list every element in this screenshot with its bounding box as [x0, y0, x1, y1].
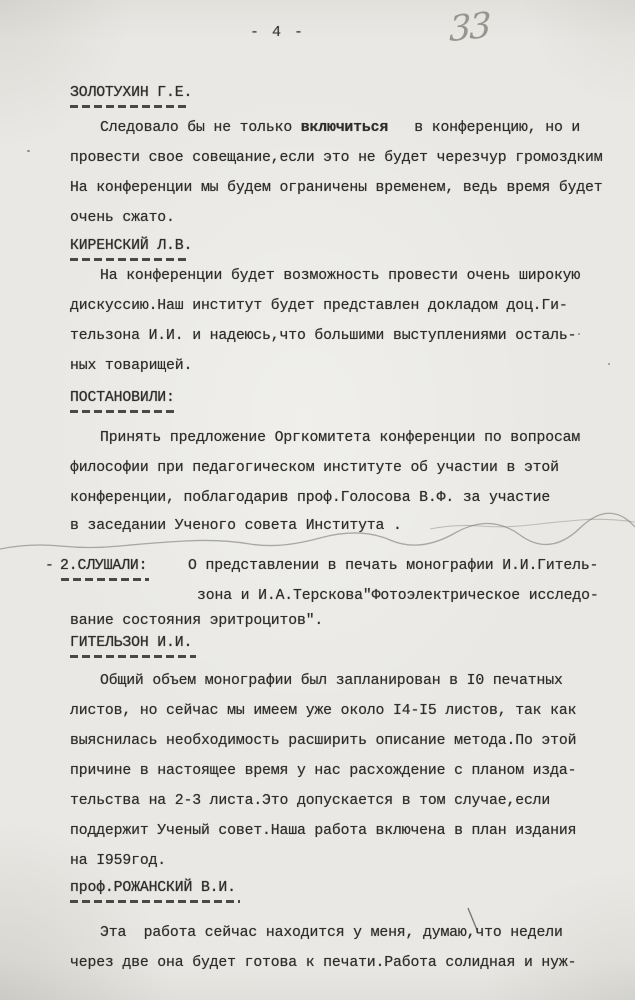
speech-line: тельзона И.И. и надеюсь,что большими выступлениями осталь- [70, 328, 577, 344]
speech-line: провести свое совещание,если это не будет черезчур громоздким [70, 150, 603, 166]
ink-speck [578, 333, 580, 335]
speaker-heading-zolotukhin: ЗОЛОТУХИН Г.Е. [70, 85, 193, 101]
speech-line: поддержит Ученый совет.Наша работа включена в план издания [70, 823, 577, 839]
speech-line [100, 118, 580, 138]
ink-speck [27, 150, 30, 152]
speech-line: выяснилась необходимость расширить описание метода.По этой [70, 733, 577, 749]
speech-line: через две она будет готова к печати.Работа солидная и нуж- [70, 955, 577, 971]
speaker-heading-gitelzon: ГИТЕЛЬЗОН И.И. [70, 635, 193, 651]
item2-label: 2.СЛУШАЛИ: [60, 558, 148, 574]
handwritten-page-note: 33 [449, 5, 490, 51]
speech-line: очень сжато. [70, 210, 175, 226]
item2-line: О представлении в печать монографии И.И.Гитель- [188, 558, 599, 574]
speech-line: тельства на 2-3 листа.Это допускается в том случае,если [70, 793, 551, 809]
page-number: - 4 - [250, 24, 306, 41]
item2-line: вание состояния эритроцитов". [70, 613, 324, 629]
speech-text: Следовало бы не только [100, 120, 301, 136]
speaker-heading-rozhansky: проф.РОЖАНСКИЙ В.И. [70, 880, 236, 896]
item2-line: зона и И.А.Терскова"Фотоэлектрическое исследо- [197, 588, 599, 604]
speech-text-bold: включиться [300, 120, 389, 136]
heading-underline [61, 578, 149, 581]
resolution-line: в заседании Ученого совета Института . [70, 518, 402, 534]
speech-line: дискуссию.Наш институт будет представлен докладом доц.Ги- [70, 298, 568, 314]
speech-line: листов, но сейчас мы имеем уже около I4-I5 листов, так как [70, 703, 577, 719]
speech-line: Общий объем монографии был запланирован в I0 печатных [100, 673, 563, 689]
speech-line: На конференции мы будем ограничены временем, ведь время будет [70, 180, 603, 196]
speech-line: причине в настоящее время у нас расхождение с планом изда- [70, 763, 577, 779]
speech-line: на I959год. [70, 853, 167, 869]
resolution-line: философии при педагогическом институте об участии в этой [70, 460, 559, 476]
resolution-heading: ПОСТАНОВИЛИ: [70, 390, 175, 406]
speech-text: в конференцию, но и [388, 120, 581, 136]
resolution-line: конференции, поблагодарив проф.Голосова В.Ф. за участие [70, 490, 551, 506]
speech-line: Эта работа сейчас находится у меня, думаю,что недели [100, 925, 563, 941]
heading-underline [70, 105, 187, 108]
heading-underline [70, 258, 187, 261]
speaker-heading-kirensky: КИРЕНСКИЙ Л.В. [70, 238, 193, 254]
item2-margin-dash: - [45, 558, 54, 574]
resolution-line: Принять предложение Оргкомитета конференции по вопросам [100, 430, 581, 446]
speech-line: На конференции будет возможность провести очень широкую [100, 268, 581, 284]
speech-line: ных товарищей. [70, 358, 193, 374]
heading-underline [70, 410, 174, 413]
heading-underline [70, 900, 240, 903]
heading-underline [70, 655, 196, 658]
ink-speck [608, 363, 610, 365]
